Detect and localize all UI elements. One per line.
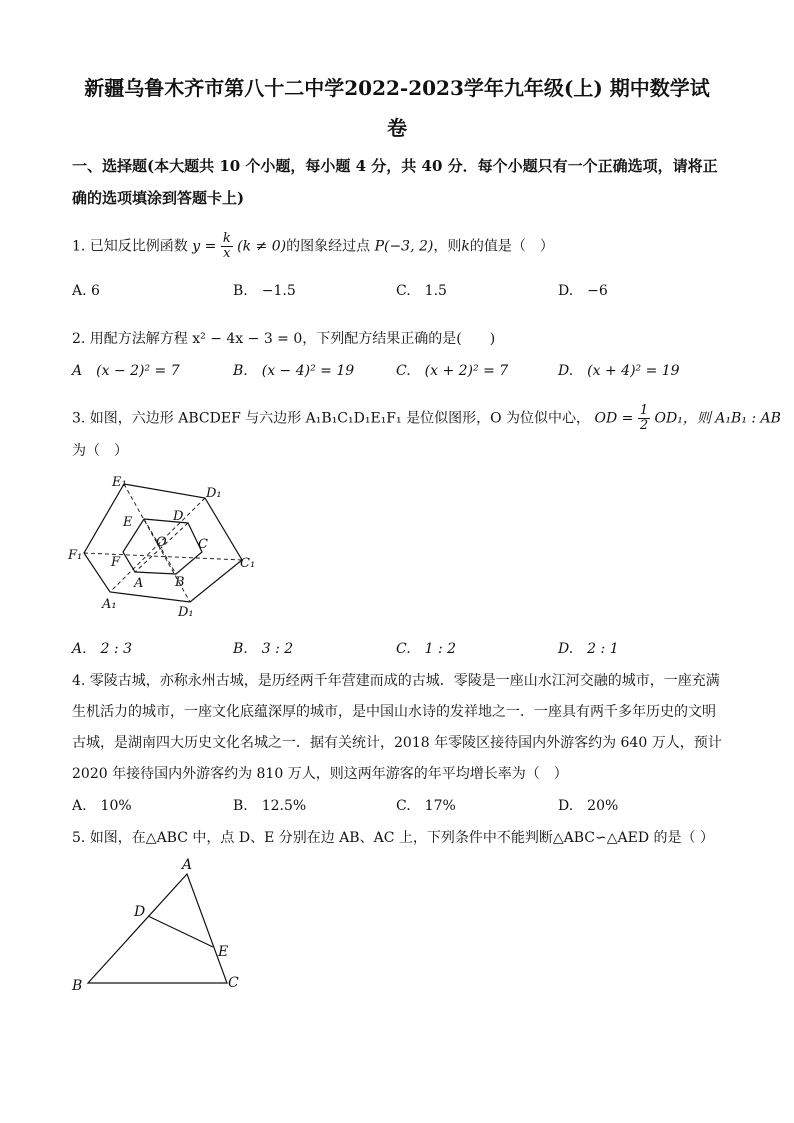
q3-option-b: B. 3 : 2: [233, 641, 294, 657]
q4-option-a: A. 10%: [72, 798, 132, 814]
label-O: O: [156, 535, 167, 550]
q3-option-a: A. 2 : 3: [72, 641, 132, 657]
question-4: 4. 零陵古城，亦称永州古城，是历经两千年营建而成的古城．零陵是一座山水江河交融的城市，一座充满生机活力的城市，一座文化底蕴深厚的城市，是中国山水诗的发祥地之一．一座具有两千多年历史的文明古城，是湖南四大历史文化名城之一．据有关统计，2018 年零陵区接待国内外游客约为 640 万人，预计 2020 年接待国内外游客约为 810 万人，则这两年游客的年平均增长率为（ ）: [72, 673, 722, 782]
exam-title-line2: 卷: [387, 116, 407, 140]
q1-option-c: C. 1.5: [396, 283, 447, 299]
q1-option-b: B. −1.5: [233, 283, 296, 299]
triangle-abc: [88, 874, 227, 983]
label-E1: E₁: [112, 475, 127, 490]
label-A: A: [134, 576, 144, 591]
question-1: [72, 232, 554, 261]
label-D1-top: D₁: [206, 486, 222, 501]
label-D: D: [173, 509, 184, 524]
label-F: F: [111, 555, 121, 570]
segment-de: [148, 916, 213, 947]
q3-frac-num: 1: [639, 403, 649, 418]
triangle-figure: [68, 852, 268, 1002]
tri-label-B: B: [72, 978, 83, 994]
tri-label-E: E: [218, 944, 229, 960]
label-C: C: [198, 537, 208, 552]
tri-label-C: C: [228, 975, 239, 991]
q2-option-c: C. (x + 2)² = 7: [396, 363, 509, 379]
q1-frac-num: k: [222, 231, 231, 246]
q1-var: k: [461, 238, 470, 255]
section-heading: 一、选择题(本大题共 10 个小题，每小题 4 分，共 40 分．每个小题只有一个正确选项，请将正确的选项填涂到答题卡上): [72, 157, 718, 207]
q1-mid: 的图象经过点: [286, 238, 371, 255]
q1-frac-den: x: [223, 246, 231, 261]
hexagon-figure: [68, 474, 268, 624]
q3-frac-den: 2: [639, 418, 649, 433]
q1-point: P(−3, 2): [374, 238, 434, 255]
label-B: B: [175, 575, 185, 590]
q3-option-d: D. 2 : 1: [558, 641, 619, 657]
q1-condition: (k ≠ 0): [237, 238, 287, 255]
q1-fraction: [221, 232, 233, 261]
q3-line2: 为（ ）: [72, 443, 128, 459]
question-2: 2. 用配方法解方程 x² − 4x − 3 = 0，下列配方结果正确的是( ): [72, 331, 496, 347]
q1-option-a: A. 6: [72, 283, 100, 299]
q4-option-d: D. 20%: [558, 798, 619, 814]
tri-label-D: D: [134, 904, 146, 920]
q1-option-d: D. −6: [558, 283, 608, 299]
label-F1: F₁: [68, 548, 83, 563]
q3-option-c: C. 1 : 2: [396, 641, 457, 657]
question-5: 5. 如图，在△ABC 中，点 D、E 分别在边 AB、AC 上，下列条件中不能判断△ABC∽△AED 的是（ ）: [72, 830, 714, 846]
q1-prefix: 1. 已知反比例函数: [72, 238, 188, 255]
q4-option-c: C. 17%: [396, 798, 456, 814]
q3-part3: OD₁，则 A₁B₁ : AB: [654, 410, 781, 427]
tri-label-A: A: [182, 857, 193, 873]
q2-option-a: A (x − 2)² = 7: [72, 363, 180, 379]
label-E: E: [123, 515, 133, 530]
q2-option-b: B. (x − 4)² = 19: [233, 363, 355, 379]
q1-equation-lhs: y =: [192, 238, 217, 255]
q3-fraction: [638, 404, 650, 433]
question-3: [72, 404, 781, 433]
label-D1-bottom: D₁: [178, 605, 194, 620]
q1-suffix: ，则: [433, 238, 462, 255]
q3-part2: OD =: [594, 410, 634, 427]
exam-title-line1: 新疆乌鲁木齐市第八十二中学2022-2023学年九年级(上) 期中数学试: [84, 76, 710, 100]
q4-option-b: B. 12.5%: [233, 798, 307, 814]
label-A1: A₁: [102, 597, 117, 612]
q2-option-d: D. (x + 4)² = 19: [558, 363, 680, 379]
q1-end: 的值是（ ）: [469, 238, 554, 255]
q3-part1: 3. 如图，六边形 ABCDEF 与六边形 A₁B₁C₁D₁E₁F₁ 是位似图形，O 为位似中心，: [72, 410, 591, 427]
label-C1: C₁: [240, 556, 256, 571]
